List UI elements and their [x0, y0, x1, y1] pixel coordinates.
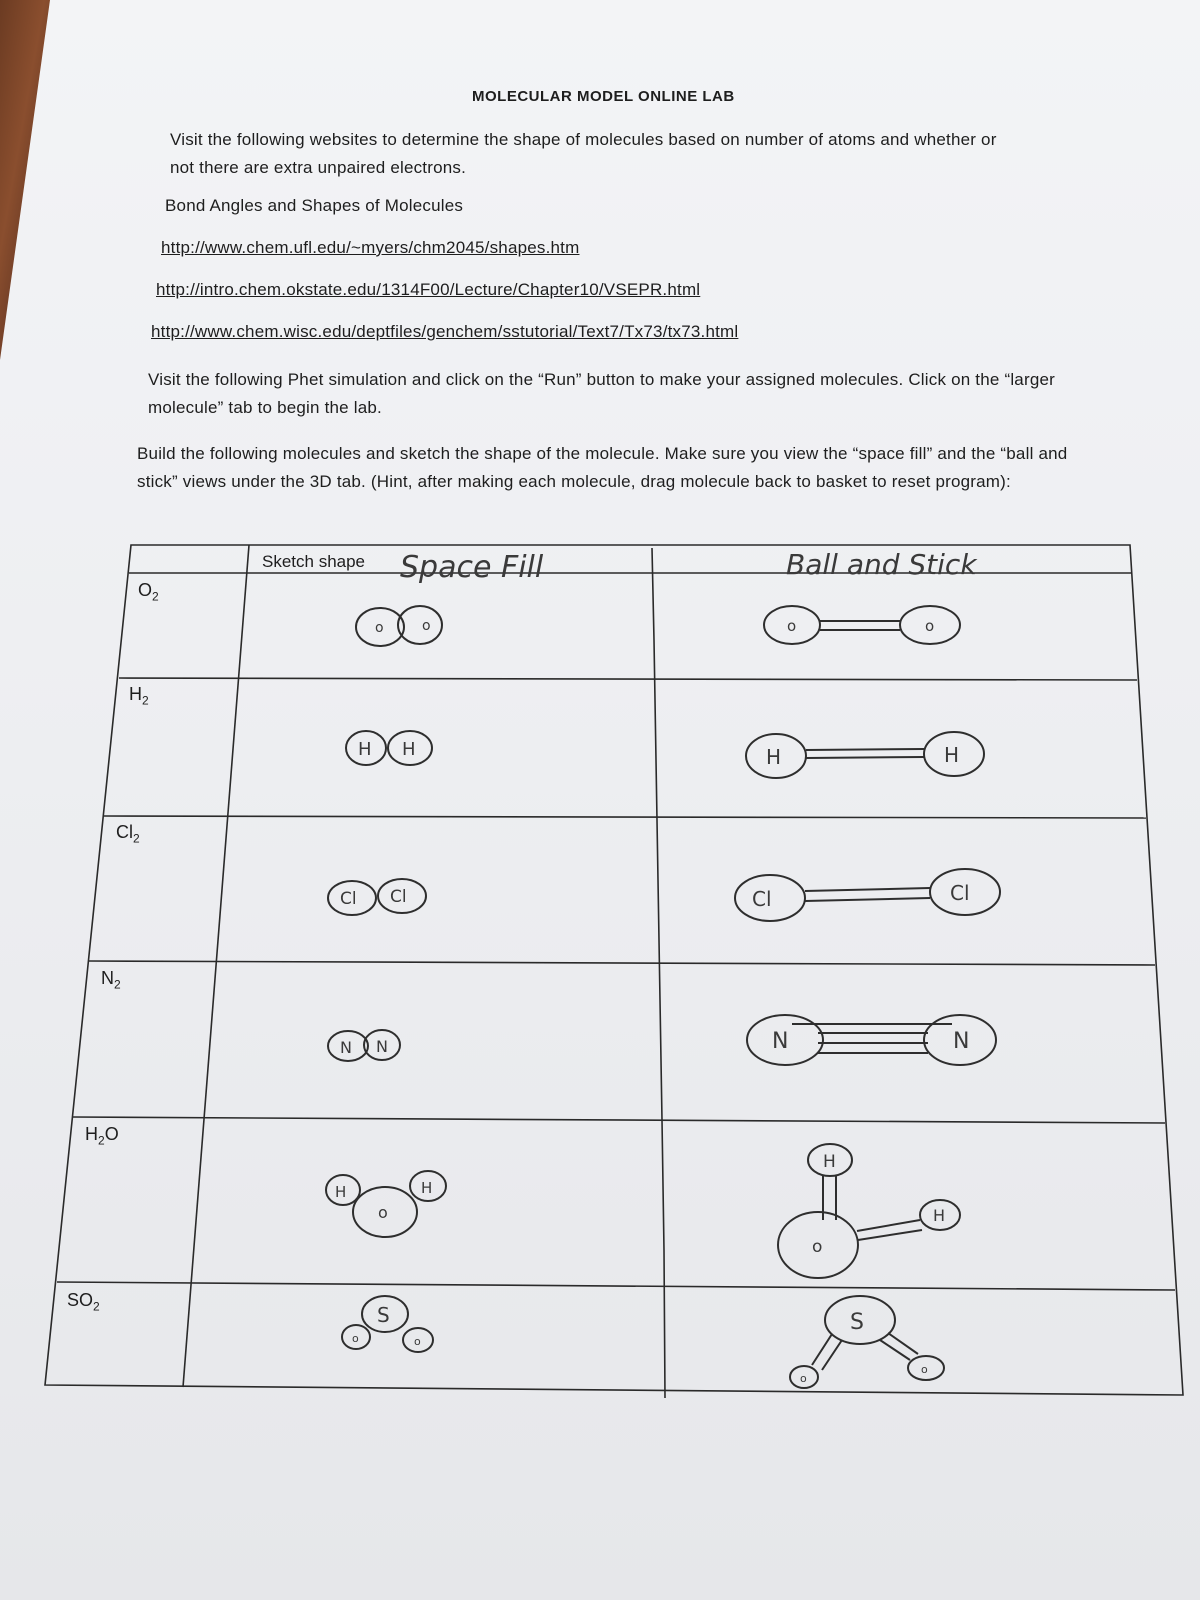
cl2-atom-label: Cl: [950, 881, 970, 905]
so2-atom-label: o: [800, 1372, 807, 1385]
so2-atom-label: S: [377, 1303, 390, 1327]
n2-atom-label: N: [953, 1029, 970, 1054]
h2o-atom-label: o: [812, 1237, 823, 1257]
n2-atom-label: N: [340, 1038, 352, 1057]
space-fill-header: Space Fill: [400, 550, 544, 585]
formula-o2: $O_2$: [138, 580, 159, 604]
o2-atom-label: o: [787, 617, 797, 635]
h2o-atom-label: H: [421, 1179, 433, 1197]
ball-and-stick-header: Ball and Stick: [786, 548, 977, 581]
row-line: [119, 678, 1137, 680]
section-heading: Bond Angles and Shapes of Molecules: [165, 196, 464, 215]
h2-atom-label: H: [358, 739, 372, 760]
o2-atom-label: o: [375, 620, 384, 636]
h2o-atom-label: o: [378, 1203, 388, 1222]
n2-space-fill-sketch: [328, 1030, 400, 1061]
row-line: [104, 816, 1146, 818]
sketch-shape-header: Sketch shape: [262, 552, 366, 571]
h2o-atom-label: H: [335, 1183, 347, 1201]
formula-h2o: $H_2O$: [85, 1124, 119, 1148]
link-wisc[interactable]: http://www.chem.wisc.edu/deptfiles/genchem/sstutorial/Text7/Tx73/tx73.html: [151, 322, 739, 341]
o2-atom-label: o: [422, 618, 431, 634]
row-line: [57, 1282, 1175, 1290]
hand-drawn-column-divider: [652, 548, 665, 1398]
so2-atom-label: o: [352, 1332, 359, 1345]
build-instructions: Build the following molecules and sketch the shape of the molecule. Make sure you view the “space fill” and the “ball and stick” views under the 3D tab. (Hint, after making each molecule, drag molecule back to basket to reset program):: [137, 444, 1068, 491]
h2-atom-label: H: [766, 745, 782, 769]
so2-atom-label: o: [921, 1363, 928, 1376]
row-line: [89, 961, 1155, 965]
table-grid: [45, 545, 1183, 1398]
column-divider: [183, 545, 249, 1387]
h2-atom-label: H: [402, 739, 416, 760]
formula-n2: $N_2$: [101, 968, 121, 992]
h2o-atom-label: H: [933, 1206, 946, 1225]
row-line: [73, 1117, 1165, 1123]
h2o-atom-label: H: [823, 1152, 836, 1172]
worksheet-title: MOLECULAR MODEL ONLINE LAB: [472, 88, 735, 105]
so2-atom-label: S: [850, 1310, 864, 1335]
intro-paragraph: Visit the following websites to determine the shape of molecules based on number of atoms and whether or not there are extra unpaired electrons.: [170, 130, 997, 177]
formula-so2: $SO_2$: [67, 1290, 100, 1314]
n2-atom-label: N: [772, 1029, 789, 1054]
cl2-atom-label: Cl: [390, 887, 407, 907]
formula-h2: $H_2$: [129, 684, 149, 708]
h2-atom-label: H: [944, 743, 960, 767]
link-okstate[interactable]: http://intro.chem.okstate.edu/1314F00/Lecture/Chapter10/VSEPR.html: [156, 280, 701, 299]
cl2-atom-label: Cl: [340, 889, 357, 909]
n2-atom-label: N: [376, 1037, 388, 1056]
o2-atom-label: o: [925, 617, 935, 635]
formula-cl2: $Cl_2$: [116, 822, 140, 846]
cl2-atom-label: Cl: [752, 887, 772, 911]
link-ufl[interactable]: http://www.chem.ufl.edu/~myers/chm2045/shapes.htm: [161, 238, 580, 257]
phet-instructions: Visit the following Phet simulation and click on the “Run” button to make your assigned molecules. Click on the “larger molecule” tab to begin the lab.: [148, 370, 1055, 417]
so2-atom-label: o: [414, 1335, 421, 1348]
